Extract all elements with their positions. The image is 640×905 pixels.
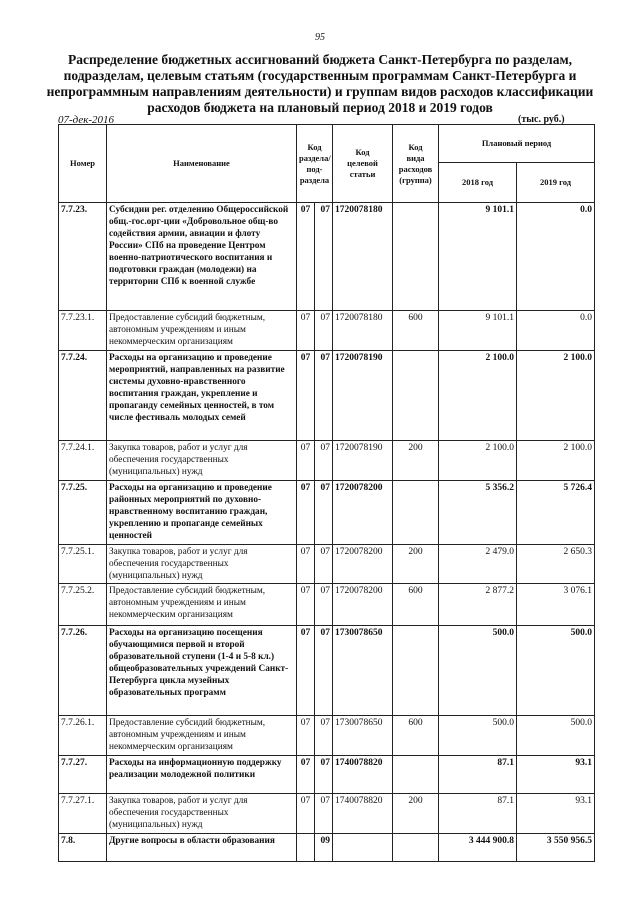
row-section-code: 07	[297, 584, 315, 626]
row-expense-type: 200	[393, 794, 439, 834]
row-subsection-code: 07	[315, 716, 333, 756]
budget-table	[58, 124, 595, 862]
row-subsection-code: 07	[315, 545, 333, 584]
row-name: Закупка товаров, работ и услуг для обеспечения государственных (муниципальных) нужд	[107, 794, 297, 834]
row-number: 7.7.26.1.	[59, 716, 107, 756]
row-expense-type	[393, 351, 439, 441]
row-name: Предоставление субсидий бюджетным, автономным учреждениям и иным некоммерческим организациям	[107, 311, 297, 351]
table-row	[59, 716, 595, 756]
row-value-2018: 2 877.2	[439, 584, 517, 626]
row-section-code: 07	[297, 545, 315, 584]
row-name: Расходы на организацию и проведение районных мероприятий по духовно-нравственному воспитанию граждан, укреплению и пропаганде семейных ценностей	[107, 481, 297, 545]
row-subsection-code: 07	[315, 794, 333, 834]
row-section-code: 07	[297, 794, 315, 834]
row-value-2019: 2 100.0	[517, 351, 595, 441]
row-section-code: 07	[297, 756, 315, 794]
table-row	[59, 584, 595, 626]
table-row	[59, 626, 595, 716]
row-section-code: 07	[297, 626, 315, 716]
row-target-code: 1720078180	[333, 311, 393, 351]
row-subsection-code: 07	[315, 481, 333, 545]
table-row	[59, 834, 595, 862]
row-target-code: 1720078200	[333, 584, 393, 626]
row-number: 7.7.25.1.	[59, 545, 107, 584]
row-expense-type	[393, 481, 439, 545]
header-year-2019: 2019 год	[517, 163, 595, 203]
row-number: 7.8.	[59, 834, 107, 862]
row-expense-type: 600	[393, 584, 439, 626]
row-expense-type: 200	[393, 441, 439, 481]
row-section-code: 07	[297, 441, 315, 481]
row-value-2019: 0.0	[517, 311, 595, 351]
report-date: 07-дек-2016	[58, 114, 115, 126]
table-row	[59, 794, 595, 834]
row-value-2019: 3 076.1	[517, 584, 595, 626]
row-expense-type: 600	[393, 311, 439, 351]
row-value-2019: 93.1	[517, 794, 595, 834]
row-number: 7.7.25.	[59, 481, 107, 545]
row-value-2018: 9 101.1	[439, 311, 517, 351]
row-subsection-code: 07	[315, 756, 333, 794]
row-value-2018: 5 356.2	[439, 481, 517, 545]
row-subsection-code: 07	[315, 203, 333, 311]
row-subsection-code: 07	[315, 441, 333, 481]
row-value-2018: 87.1	[439, 794, 517, 834]
row-value-2019: 2 100.0	[517, 441, 595, 481]
row-target-code: 1720078190	[333, 351, 393, 441]
row-name: Расходы на информационную поддержку реализации молодежной политики	[107, 756, 297, 794]
row-section-code: 07	[297, 203, 315, 311]
header-plan-period: Плановый период	[439, 125, 595, 163]
row-value-2018: 3 444 900.8	[439, 834, 517, 862]
row-value-2019: 93.1	[517, 756, 595, 794]
row-value-2019: 3 550 956.5	[517, 834, 595, 862]
header-section-code: Код раздела/ под- раздела	[297, 125, 333, 203]
row-value-2018: 2 479.0	[439, 545, 517, 584]
header-year-2018: 2018 год	[439, 163, 517, 203]
header-number: Номер	[59, 125, 107, 203]
row-name: Закупка товаров, работ и услуг для обеспечения государственных (муниципальных) нужд	[107, 441, 297, 481]
table-row	[59, 481, 595, 545]
row-target-code: 1740078820	[333, 756, 393, 794]
row-number: 7.7.26.	[59, 626, 107, 716]
row-value-2019: 500.0	[517, 626, 595, 716]
table-row	[59, 351, 595, 441]
row-expense-type	[393, 203, 439, 311]
row-expense-type	[393, 834, 439, 862]
document-title: Распределение бюджетных ассигнований бюджета Санкт-Петербурга по разделам, подразделам, целевым статьям (государственным программам Санкт-Петербурга и непрограммным направлениям деятельности) и группам видов расходов классификации расходов бюджета на плановый период 2018 и 2019 годов	[46, 52, 594, 115]
units-label: (тыс. руб.)	[518, 114, 565, 125]
row-value-2019: 5 726.4	[517, 481, 595, 545]
row-section-code: 07	[297, 311, 315, 351]
row-target-code: 1730078650	[333, 626, 393, 716]
row-target-code: 1720078200	[333, 545, 393, 584]
row-value-2018: 500.0	[439, 626, 517, 716]
row-value-2018: 9 101.1	[439, 203, 517, 311]
row-subsection-code: 07	[315, 351, 333, 441]
row-name: Расходы на организацию посещения обучающимися первой и второй образовательной ступени (1-4 и 5-8 кл.) общеобразовательных учреждений Санкт-Петербурга цикла музейных образовательных программ	[107, 626, 297, 716]
row-number: 7.7.24.1.	[59, 441, 107, 481]
row-value-2019: 0.0	[517, 203, 595, 311]
row-expense-type: 600	[393, 716, 439, 756]
row-name: Предоставление субсидий бюджетным, автономным учреждениям и иным некоммерческим организациям	[107, 716, 297, 756]
row-number: 7.7.27.	[59, 756, 107, 794]
row-name: Субсидии рег. отделению Общероссийской общ.-гос.орг-ции «Добровольное общ-во содействия армии, авиации и флоту России» СПб на проведение Центром военно-патриотического воспитания и подготовки граждан (молодежи) на территории СПб к военной службе	[107, 203, 297, 311]
header-target-code: Код целевой статьи	[333, 125, 393, 203]
table-body	[59, 203, 595, 862]
row-target-code: 1730078650	[333, 716, 393, 756]
row-target-code: 1720078200	[333, 481, 393, 545]
table-row	[59, 203, 595, 311]
header-expense-type-code: Код вида расходов (группа)	[393, 125, 439, 203]
row-section-code: 07	[297, 481, 315, 545]
row-target-code	[333, 834, 393, 862]
row-value-2019: 2 650.3	[517, 545, 595, 584]
row-target-code: 1740078820	[333, 794, 393, 834]
table-row	[59, 311, 595, 351]
row-value-2019: 500.0	[517, 716, 595, 756]
table-row	[59, 756, 595, 794]
row-section-code	[297, 834, 315, 862]
header-name: Наименование	[107, 125, 297, 203]
row-subsection-code: 09	[315, 834, 333, 862]
row-name: Другие вопросы в области образования	[107, 834, 297, 862]
row-subsection-code: 07	[315, 584, 333, 626]
row-value-2018: 500.0	[439, 716, 517, 756]
row-number: 7.7.27.1.	[59, 794, 107, 834]
row-value-2018: 2 100.0	[439, 441, 517, 481]
page-number: 95	[315, 32, 325, 43]
row-number: 7.7.23.1.	[59, 311, 107, 351]
table-row	[59, 545, 595, 584]
row-expense-type	[393, 756, 439, 794]
row-expense-type: 200	[393, 545, 439, 584]
row-subsection-code: 07	[315, 626, 333, 716]
row-value-2018: 2 100.0	[439, 351, 517, 441]
row-number: 7.7.23.	[59, 203, 107, 311]
row-number: 7.7.25.2.	[59, 584, 107, 626]
row-target-code: 1720078190	[333, 441, 393, 481]
row-name: Расходы на организацию и проведение мероприятий, направленных на развитие системы духовно-нравственного воспитания граждан, укрепление и пропаганду семейных ценностей, в том числе фестиваль молодых семей	[107, 351, 297, 441]
row-value-2018: 87.1	[439, 756, 517, 794]
row-expense-type	[393, 626, 439, 716]
row-number: 7.7.24.	[59, 351, 107, 441]
row-target-code: 1720078180	[333, 203, 393, 311]
table-row	[59, 441, 595, 481]
row-subsection-code: 07	[315, 311, 333, 351]
row-section-code: 07	[297, 716, 315, 756]
row-name: Предоставление субсидий бюджетным, автономным учреждениям и иным некоммерческим организациям	[107, 584, 297, 626]
row-section-code: 07	[297, 351, 315, 441]
row-name: Закупка товаров, работ и услуг для обеспечения государственных (муниципальных) нужд	[107, 545, 297, 584]
